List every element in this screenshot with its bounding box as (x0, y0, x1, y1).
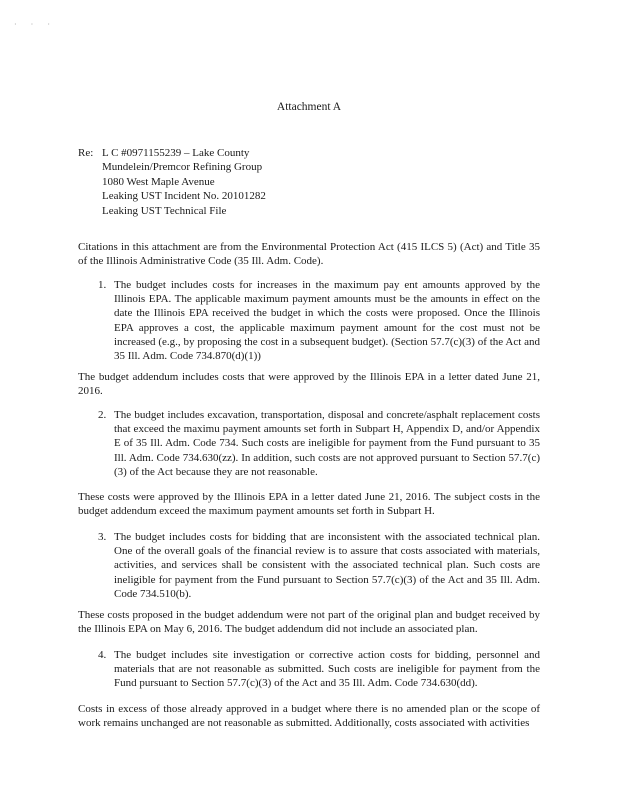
reference-block (78, 146, 538, 218)
list-item-text: The budget includes costs for bidding that are inconsistent with the associated technical plan. One of the overall goals of the financial review is to assure that costs associated with materials, activities, and services shall be consistent with the associated technical plan. Such costs are ineligible for payment from the Fund pursuant to Section 57.7(c)(3) of the Act and 35 Ill. Adm. Code 734.510(b). (114, 531, 540, 600)
reference-line-2: Mundelein/Premcor Refining Group (102, 161, 263, 174)
list-item (98, 648, 540, 691)
reference-line-1 (78, 146, 538, 160)
list-item-number: 1. (98, 279, 107, 291)
reference-line-3: 1080 West Maple Avenue (102, 175, 215, 188)
closing-paragraph: Costs in excess of those already approved in a budget where there is no amended plan or the scope of work remains unchanged are not reasonable as submitted. Additionally, costs associated with activities (78, 703, 540, 730)
list-item-text: The budget includes costs for increases in the maximum pay ent amounts approved by the Illinois EPA. The applicable maximum payment amounts must be the amounts in effect on the date the Illinois EPA received the budget in which the costs were proposed. Once the Illinois EPA approves a cost, the applicable maximum payment amount for the cost must not be increased (e.g., by proposing the cost in a subsequent budget). (Section 57.7(c)(3) of the Act and 35 Ill. Adm. Code 734.870(d)(1)) (114, 279, 540, 363)
page-title: Attachment A (276, 101, 342, 113)
list-item (98, 408, 540, 479)
reference-incident: L C #0971155239 – Lake County (102, 147, 250, 159)
reference-prefix: Re: (78, 147, 94, 159)
list-item-number: 3. (98, 531, 107, 543)
list-item (98, 278, 540, 363)
reference-line-5: Leaking UST Technical File (102, 204, 227, 217)
reference-line-4: Leaking UST Incident No. 20101282 (102, 190, 266, 203)
scan-corner-mark: · · · (14, 20, 56, 29)
paragraph-after-item-1: The budget addendum includes costs that were approved by the Illinois EPA in a letter dated June 21, 2016. (78, 371, 540, 398)
paragraph-after-item-3: These costs proposed in the budget addendum were not part of the original plan and budget received by the Illinois EPA on May 6, 2016. The budget addendum did not include an associated plan. (78, 609, 540, 636)
list-item (98, 530, 540, 601)
intro-paragraph: Citations in this attachment are from the Environmental Protection Act (415 ILCS 5) (Act) and Title 35 of the Illinois Administrative Code (35 Ill. Adm. Code). (78, 241, 540, 268)
list-item-text: The budget includes site investigation or corrective action costs for bidding, personnel and materials that are not reasonable as submitted. Such costs are ineligible for payment from the Fund pursuant to Section 57.7(c)(3) of the Act and 35 Ill. Adm. Code 734.630(dd). (114, 649, 540, 690)
list-item-number: 2. (98, 409, 107, 421)
list-item-text: The budget includes excavation, transportation, disposal and concrete/asphalt replacement costs that exceed the maximu payment amounts set forth in Subpart H, Appendix D, and/or Appendix E of 35 Ill. Adm. Code 734. Such costs are ineligible for payment from the Fund pursuant to 35 Ill. Adm. Code 734.630(zz). In addition, such costs are not approved pursuant to Section 57.7(c)(3) of the Act because they are not reasonable. (114, 409, 540, 478)
list-item-number: 4. (98, 649, 107, 661)
paragraph-after-item-2: These costs were approved by the Illinois EPA in a letter dated June 21, 2016. The subject costs in the budget addendum exceed the maximum payment amounts set forth in Subpart H. (78, 491, 540, 518)
